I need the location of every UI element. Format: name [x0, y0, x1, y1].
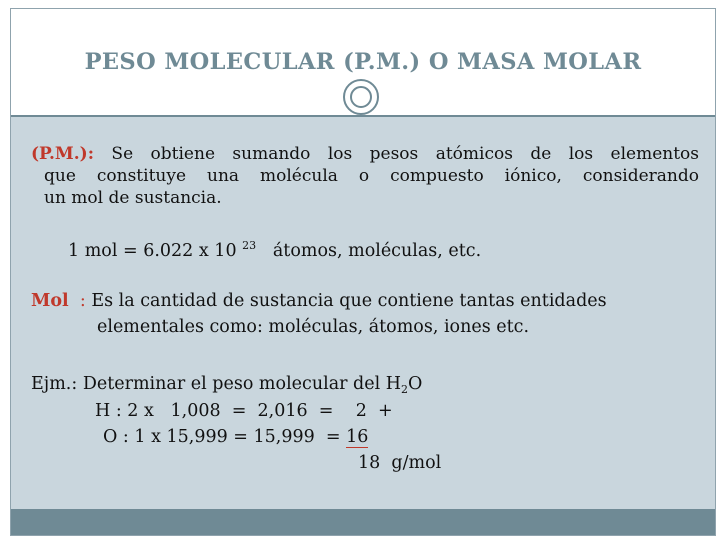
mol-definition-line-1 — [31, 291, 607, 311]
circle-ornament-icon — [343, 79, 379, 115]
footer-band — [11, 509, 715, 535]
title-divider — [11, 115, 715, 117]
example-total: 18 g/mol — [358, 453, 442, 473]
example-o-row-result: 16 — [346, 427, 369, 447]
example-o-row — [103, 427, 368, 447]
content-area — [11, 117, 715, 509]
pm-definition-line-1 — [31, 143, 699, 165]
example-intro-subscript: 2 — [401, 383, 409, 396]
example-o-row-prefix: O : 1 x 15,999 = 15,999 = — [103, 427, 341, 447]
mol-equation-right: átomos, moléculas, etc. — [272, 241, 482, 261]
pm-term: (P.M.): — [31, 144, 94, 164]
slide-title: PESO MOLECULAR (P.M.) O MASA MOLAR — [84, 49, 642, 75]
pm-definition — [31, 143, 699, 209]
example-intro — [31, 374, 422, 396]
mol-equation-exponent: 23 — [242, 239, 257, 252]
mol-definition-text-1: Es la cantidad de sustancia que contiene tantas entidades — [91, 291, 607, 311]
pm-definition-text-1: Se obtiene sumando los pesos atómicos de los elementos — [111, 144, 699, 164]
example-intro-prefix: Ejm.: Determinar el peso molecular del H — [31, 374, 402, 394]
example-h-row: H : 2 x 1,008 = 2,016 = 2 + — [95, 401, 393, 421]
pm-definition-line-3: un mol de sustancia. — [44, 188, 222, 208]
mol-definition-line-2: elementales como: moléculas, átomos, iones etc. — [97, 317, 530, 337]
mol-equation-left: 1 mol = 6.022 x 10 — [68, 241, 237, 261]
mol-term: Mol — [31, 291, 69, 311]
pm-definition-line-2: que constituye una molécula o compuesto iónico, considerando — [44, 166, 699, 186]
mol-equation — [68, 239, 481, 261]
example-intro-suffix: O — [408, 374, 423, 394]
mol-term-colon: : — [79, 291, 86, 311]
